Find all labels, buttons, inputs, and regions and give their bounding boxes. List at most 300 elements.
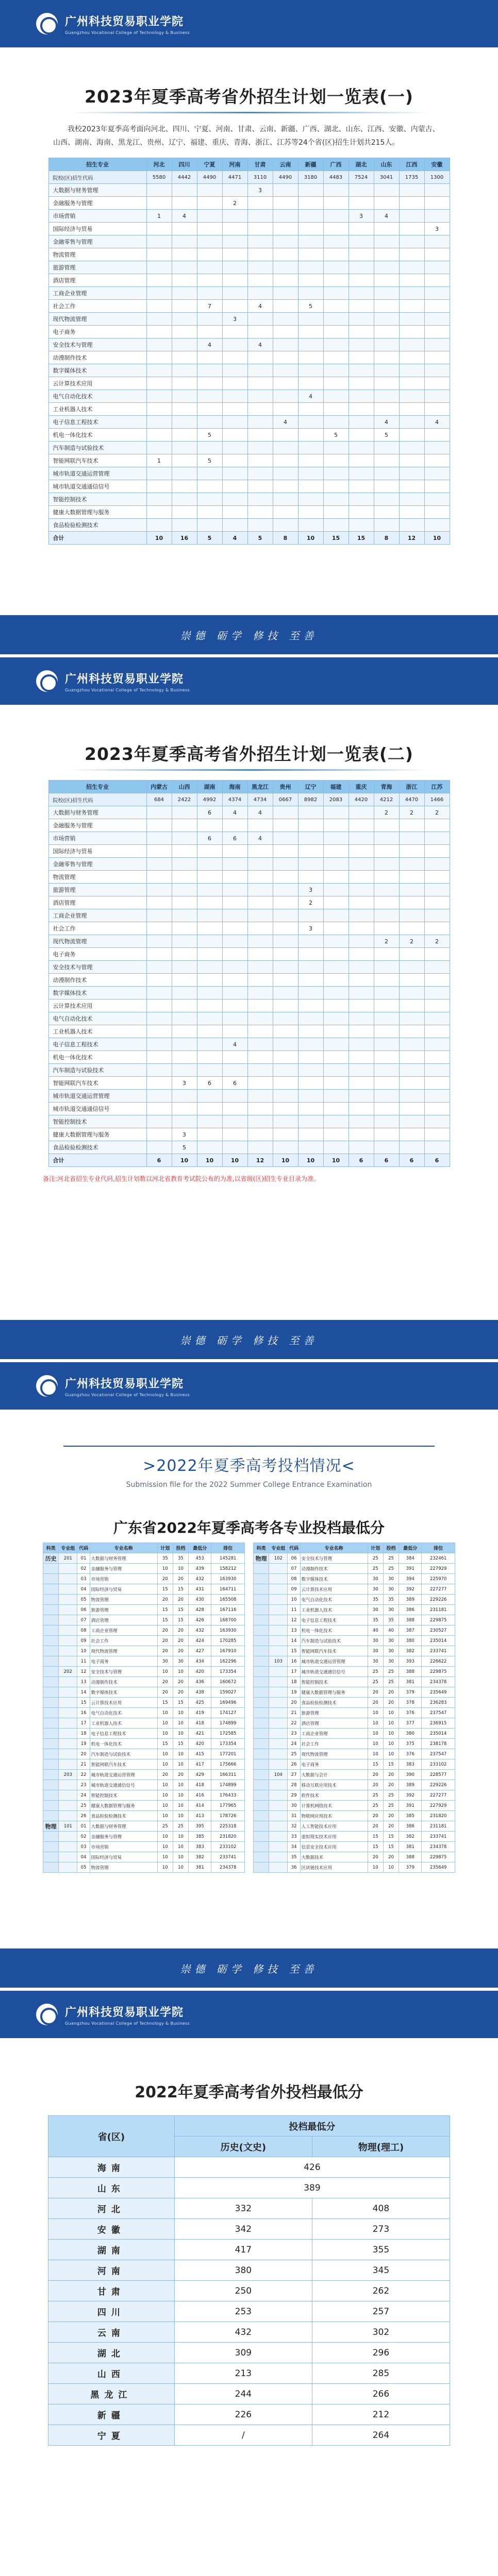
min-score-cell: 388 xyxy=(399,1667,422,1677)
admit-cell: 10 xyxy=(173,1667,188,1677)
admit-cell: 35 xyxy=(383,1615,399,1625)
admit-cell: 15 xyxy=(173,1605,188,1615)
category-cell xyxy=(254,1625,269,1636)
major-name: 金融零售与管理 xyxy=(48,235,146,248)
quota-cell xyxy=(323,961,348,974)
quota-cell xyxy=(273,197,298,210)
quota-cell xyxy=(222,974,247,987)
admit-cell: 10 xyxy=(383,1749,399,1759)
quota-cell xyxy=(222,274,247,287)
quota-cell xyxy=(374,974,399,987)
quota-cell xyxy=(298,364,323,377)
quota-cell xyxy=(273,287,298,300)
plan-cell: 15 xyxy=(157,1584,173,1595)
min-score-cell: 416 xyxy=(189,1790,211,1801)
code-cell: 18 xyxy=(288,1677,300,1687)
quota-cell xyxy=(348,287,374,300)
quota-cell xyxy=(399,197,424,210)
plan-cell: 20 xyxy=(157,1770,173,1780)
col-province: 辽宁 xyxy=(298,781,323,793)
school-logo-icon xyxy=(36,1375,58,1397)
table-row xyxy=(48,493,450,506)
rank-cell: 175666 xyxy=(211,1759,245,1770)
quota-cell xyxy=(348,223,374,235)
quota-cell xyxy=(247,1064,273,1077)
quota-cell: 5 xyxy=(197,532,222,545)
major-name: 智能控制技术 xyxy=(48,1115,146,1128)
quota-cell xyxy=(323,467,348,480)
plan-cell: 20 xyxy=(368,1821,383,1832)
admit-cell: 10 xyxy=(173,1780,188,1790)
history-score-cell: 250 xyxy=(174,2281,312,2301)
quota-cell xyxy=(298,987,323,999)
quota-cell xyxy=(323,1038,348,1051)
category-cell xyxy=(254,1615,269,1625)
quota-cell xyxy=(273,1090,298,1103)
page-title: 2023年夏季高考省外招生计划一览表(二) xyxy=(84,744,413,764)
quota-cell xyxy=(298,858,323,871)
section-title: >2022年夏季高考投档情况< xyxy=(63,1446,435,1479)
min-score-cell: 420 xyxy=(189,1667,211,1677)
min-score-cell: 377 xyxy=(399,1718,422,1728)
quota-cell xyxy=(146,261,172,274)
plan-cell: 30 xyxy=(368,1636,383,1646)
plan-table-2 xyxy=(48,780,450,1167)
quota-cell xyxy=(273,806,298,819)
code-row xyxy=(48,793,450,806)
quota-cell: 10 xyxy=(273,1154,298,1167)
quota-cell: 4 xyxy=(374,210,399,223)
quota-cell xyxy=(172,274,197,287)
min-score-cell: 376 xyxy=(399,1708,422,1718)
school-name-en: Guangzhou Vocational College of Technology & Business xyxy=(65,30,190,35)
quota-cell: 10 xyxy=(298,1154,323,1167)
rank-cell: 159027 xyxy=(211,1687,245,1698)
min-score-cell: 415 xyxy=(189,1749,211,1759)
min-score-cell: 385 xyxy=(189,1832,211,1842)
category-cell xyxy=(43,1708,59,1718)
admit-cell: 20 xyxy=(383,1698,399,1708)
quota-cell xyxy=(399,519,424,532)
major-name: 城市轨道交通通信信号 xyxy=(48,480,146,493)
plan-cell: 30 xyxy=(368,1584,383,1595)
table-row xyxy=(48,377,450,390)
code-cell: 21 xyxy=(288,1708,300,1718)
quota-cell xyxy=(222,454,247,467)
quota-cell xyxy=(348,248,374,261)
quota-cell: 10 xyxy=(146,532,172,545)
quota-cell xyxy=(247,1115,273,1128)
quota-cell xyxy=(348,987,374,999)
quota-cell: 4 xyxy=(197,338,222,351)
code-cell: 14 xyxy=(77,1687,90,1698)
quota-cell xyxy=(146,871,172,884)
min-score-cell: 392 xyxy=(399,1584,422,1595)
major-cell: 现代物流管理 xyxy=(90,1646,157,1656)
table-row xyxy=(48,974,450,987)
quota-cell: 8 xyxy=(374,532,399,545)
quota-cell xyxy=(399,871,424,884)
col-province: 贵州 xyxy=(273,781,298,793)
rank-cell: 163930 xyxy=(211,1574,245,1584)
quota-cell xyxy=(222,184,247,197)
admit-cell: 30 xyxy=(383,1636,399,1646)
quota-cell xyxy=(146,197,172,210)
code-cell: 14 xyxy=(288,1636,300,1646)
rank-cell: 229875 xyxy=(422,1852,455,1862)
group-cell xyxy=(59,1749,77,1759)
major-cell: 大数据与会计 xyxy=(300,1770,368,1780)
quota-cell xyxy=(424,300,450,313)
category-cell xyxy=(43,1770,59,1780)
quota-cell xyxy=(399,223,424,235)
min-score-cell: 426 xyxy=(189,1615,211,1625)
quota-cell xyxy=(424,454,450,467)
plan-cell: 20 xyxy=(157,1636,173,1646)
quota-cell xyxy=(348,1064,374,1077)
quota-cell xyxy=(222,287,247,300)
quota-cell xyxy=(374,351,399,364)
code-cell: 4420 xyxy=(348,793,374,806)
major-cell: 物流管理 xyxy=(90,1595,157,1605)
quota-cell xyxy=(197,922,222,935)
quota-cell xyxy=(273,300,298,313)
quota-cell xyxy=(424,493,450,506)
quota-cell xyxy=(323,999,348,1012)
quota-cell xyxy=(273,961,298,974)
quota-cell xyxy=(247,948,273,961)
table-row xyxy=(43,1636,245,1646)
quota-cell xyxy=(374,909,399,922)
history-score-cell: 213 xyxy=(174,2363,312,2384)
quota-cell xyxy=(424,210,450,223)
quota-cell xyxy=(197,999,222,1012)
quota-cell xyxy=(374,1141,399,1154)
quota-cell xyxy=(273,1141,298,1154)
header-band xyxy=(0,1362,498,1410)
quota-cell xyxy=(222,223,247,235)
physics-score-cell: 212 xyxy=(312,2404,450,2425)
quota-cell xyxy=(348,313,374,326)
major-name: 大数据与财务管理 xyxy=(48,806,146,819)
quota-cell xyxy=(222,819,247,832)
quota-cell xyxy=(197,909,222,922)
quota-cell xyxy=(399,922,424,935)
plan-cell: 20 xyxy=(157,1595,173,1605)
quota-cell xyxy=(172,506,197,519)
quota-cell xyxy=(197,235,222,248)
admit-cell: 10 xyxy=(383,1739,399,1749)
code-cell: 16 xyxy=(77,1708,90,1718)
min-score-cell: 418 xyxy=(189,1718,211,1728)
quota-cell xyxy=(348,1025,374,1038)
min-score-cell: 438 xyxy=(189,1687,211,1698)
min-score-cell: 379 xyxy=(399,1687,422,1698)
plan-cell: 10 xyxy=(157,1852,173,1862)
quota-cell: 3 xyxy=(298,884,323,896)
table-row xyxy=(48,338,450,351)
category-cell xyxy=(254,1595,269,1605)
quota-cell xyxy=(424,961,450,974)
quota-cell xyxy=(298,1038,323,1051)
major-cell: 社会工作 xyxy=(300,1739,368,1749)
table-row xyxy=(48,416,450,429)
quota-cell xyxy=(348,506,374,519)
category-cell xyxy=(43,1759,59,1770)
quota-cell xyxy=(298,999,323,1012)
quota-cell xyxy=(399,845,424,858)
table-row xyxy=(48,274,450,287)
table-row xyxy=(48,987,450,999)
table-row xyxy=(48,1141,450,1154)
quota-cell xyxy=(374,961,399,974)
code-cell: 2083 xyxy=(323,793,348,806)
quota-cell xyxy=(222,248,247,261)
quota-cell: 7 xyxy=(197,300,222,313)
quota-cell xyxy=(273,403,298,416)
category-cell xyxy=(43,1739,59,1749)
table-row xyxy=(48,1090,450,1103)
quota-cell: 6 xyxy=(146,1154,172,1167)
quota-cell xyxy=(146,1012,172,1025)
quota-cell xyxy=(399,1115,424,1128)
quota-cell xyxy=(323,197,348,210)
quota-cell xyxy=(399,351,424,364)
quota-cell xyxy=(197,506,222,519)
quota-cell xyxy=(348,235,374,248)
major-name: 食品检验检测技术 xyxy=(48,519,146,532)
quota-cell xyxy=(374,467,399,480)
quota-cell xyxy=(273,184,298,197)
col-province: 福建 xyxy=(323,781,348,793)
gd-score-table-left xyxy=(43,1543,245,1873)
rank-cell: 145281 xyxy=(211,1553,245,1564)
quota-cell xyxy=(146,467,172,480)
quota-cell xyxy=(424,1128,450,1141)
category-cell xyxy=(254,1749,269,1759)
quota-cell xyxy=(172,442,197,454)
gd-col-header: 科类 xyxy=(43,1543,59,1553)
major-cell: 工商企业管理 xyxy=(300,1728,368,1739)
table-row xyxy=(48,2425,450,2446)
quota-cell: 6 xyxy=(197,1077,222,1090)
quota-cell xyxy=(323,1064,348,1077)
quota-cell xyxy=(298,832,323,845)
quota-cell xyxy=(424,480,450,493)
quota-cell xyxy=(247,909,273,922)
province-cell: 云南 xyxy=(48,2322,175,2343)
quota-cell xyxy=(222,351,247,364)
quota-cell xyxy=(323,987,348,999)
admit-cell: 30 xyxy=(383,1574,399,1584)
quota-cell xyxy=(273,845,298,858)
quota-cell xyxy=(172,1090,197,1103)
code-cell: 2422 xyxy=(172,793,197,806)
major-cell: 数字媒体技术 xyxy=(90,1687,157,1698)
quota-cell xyxy=(247,935,273,948)
table-row xyxy=(254,1656,455,1667)
plan-cell: 30 xyxy=(368,1646,383,1656)
admit-cell: 15 xyxy=(173,1615,188,1625)
quota-cell xyxy=(273,948,298,961)
school-name-cn: 广州科技贸易职业学院 xyxy=(65,672,184,686)
quota-cell xyxy=(424,858,450,871)
major-cell: 人工智能技术应用 xyxy=(300,1821,368,1832)
school-logo-icon xyxy=(36,2004,58,2025)
col-province: 安徽 xyxy=(424,158,450,171)
page-plan-1 xyxy=(0,0,498,657)
quota-cell xyxy=(222,364,247,377)
col-province: 海南 xyxy=(222,781,247,793)
admit-cell: 10 xyxy=(173,1852,188,1862)
quota-cell xyxy=(146,974,172,987)
quota-cell: 6 xyxy=(222,1077,247,1090)
code-cell: 3110 xyxy=(247,171,273,184)
category-cell xyxy=(254,1728,269,1739)
quota-cell xyxy=(374,313,399,326)
quota-cell xyxy=(247,480,273,493)
category-cell xyxy=(254,1790,269,1801)
rank-cell: 235014 xyxy=(422,1728,455,1739)
rank-cell: 225970 xyxy=(422,1574,455,1584)
gd-col-header: 最低分 xyxy=(399,1543,422,1553)
group-cell xyxy=(269,1790,288,1801)
min-score-cell: 421 xyxy=(189,1728,211,1739)
code-cell: 12 xyxy=(288,1615,300,1625)
table-row xyxy=(43,1553,245,1564)
col-province: 山东 xyxy=(374,158,399,171)
quota-cell xyxy=(273,974,298,987)
quota-cell xyxy=(424,871,450,884)
quota-cell xyxy=(323,377,348,390)
min-score-cell: 418 xyxy=(189,1780,211,1790)
quota-cell xyxy=(424,1103,450,1115)
quota-cell xyxy=(323,506,348,519)
plan-cell: 35 xyxy=(368,1595,383,1605)
admit-cell: 10 xyxy=(173,1801,188,1811)
major-cell: 云计算技术应用 xyxy=(90,1698,157,1708)
major-name: 物流管理 xyxy=(48,871,146,884)
gd-col-header: 计划 xyxy=(157,1543,173,1553)
group-cell xyxy=(59,1636,77,1646)
major-name: 云计算技术应用 xyxy=(48,999,146,1012)
rank-cell: 227929 xyxy=(422,1801,455,1811)
quota-cell xyxy=(146,1077,172,1090)
plan-cell: 10 xyxy=(157,1759,173,1770)
min-score-cell: 436 xyxy=(189,1677,211,1687)
rank-cell: 234378 xyxy=(211,1862,245,1873)
table-row xyxy=(48,1025,450,1038)
table-row xyxy=(43,1811,245,1821)
major-name: 物流管理 xyxy=(48,248,146,261)
col-province: 内蒙古 xyxy=(146,781,172,793)
min-score-cell: 380 xyxy=(399,1636,422,1646)
group-cell xyxy=(269,1667,288,1677)
quota-cell xyxy=(197,197,222,210)
quota-cell xyxy=(323,871,348,884)
major-name: 酒店管理 xyxy=(48,896,146,909)
quota-cell: 5 xyxy=(374,429,399,442)
quota-cell xyxy=(172,364,197,377)
table-row xyxy=(43,1780,245,1790)
code-cell: 23 xyxy=(77,1780,90,1790)
quota-cell xyxy=(197,519,222,532)
quota-cell xyxy=(348,480,374,493)
quota-cell xyxy=(323,493,348,506)
quota-cell xyxy=(146,403,172,416)
table-row xyxy=(48,1051,450,1064)
admit-cell: 30 xyxy=(383,1605,399,1615)
quota-cell xyxy=(247,364,273,377)
admit-cell: 15 xyxy=(383,1759,399,1770)
plan-cell: 25 xyxy=(157,1821,173,1832)
major-name: 酒店管理 xyxy=(48,274,146,287)
quota-cell xyxy=(399,403,424,416)
quota-cell xyxy=(348,806,374,819)
quota-cell xyxy=(424,338,450,351)
quota-cell xyxy=(323,1077,348,1090)
quota-cell: 16 xyxy=(172,532,197,545)
code-cell: 31 xyxy=(288,1811,300,1821)
category-cell xyxy=(43,1687,59,1698)
remark-note: 备注:河北省招生专业代码,招生计划数以河北省教育考试院公布的为准,以省级(区)招生专业目录为准。 xyxy=(43,1175,320,1182)
rank-cell: 169496 xyxy=(211,1698,245,1708)
quota-cell xyxy=(197,248,222,261)
col-province: 四川 xyxy=(172,158,197,171)
plan-cell: 15 xyxy=(157,1698,173,1708)
min-score-cell: 378 xyxy=(399,1698,422,1708)
quota-cell xyxy=(197,261,222,274)
major-cell: 智能网联汽车技术 xyxy=(300,1646,368,1656)
quota-cell xyxy=(273,922,298,935)
quota-cell xyxy=(146,806,172,819)
group-cell xyxy=(59,1625,77,1636)
rank-cell: 174899 xyxy=(211,1780,245,1790)
gd-tables xyxy=(43,1543,455,1873)
rank-cell: 231820 xyxy=(211,1832,245,1842)
table-row xyxy=(43,1615,245,1625)
code-cell: 36 xyxy=(288,1862,300,1873)
quota-cell xyxy=(273,390,298,403)
category-cell xyxy=(43,1636,59,1646)
major-name: 现代物流管理 xyxy=(48,313,146,326)
min-score-cell: 395 xyxy=(189,1821,211,1832)
quota-cell xyxy=(424,1064,450,1077)
quota-cell xyxy=(399,1090,424,1103)
code-cell: 19 xyxy=(77,1739,90,1749)
quota-cell xyxy=(273,235,298,248)
quota-cell xyxy=(222,1090,247,1103)
history-score-cell: / xyxy=(174,2425,312,2446)
group-cell: 101 xyxy=(59,1821,77,1832)
quota-cell xyxy=(374,896,399,909)
major-cell: 电子商务 xyxy=(90,1656,157,1667)
plan-cell: 10 xyxy=(157,1862,173,1873)
category-cell xyxy=(254,1770,269,1780)
quota-cell xyxy=(374,871,399,884)
major-cell: 金融服务与管理 xyxy=(90,1564,157,1574)
major-cell: 安全技术与管理 xyxy=(300,1553,368,1564)
code-cell: 4374 xyxy=(222,793,247,806)
table-row xyxy=(43,1852,245,1862)
plan-cell: 10 xyxy=(368,1749,383,1759)
quota-cell xyxy=(146,948,172,961)
table-row xyxy=(254,1821,455,1832)
plan-cell: 25 xyxy=(368,1667,383,1677)
quota-cell xyxy=(222,884,247,896)
quota-cell xyxy=(146,313,172,326)
code-cell: 33 xyxy=(288,1832,300,1842)
